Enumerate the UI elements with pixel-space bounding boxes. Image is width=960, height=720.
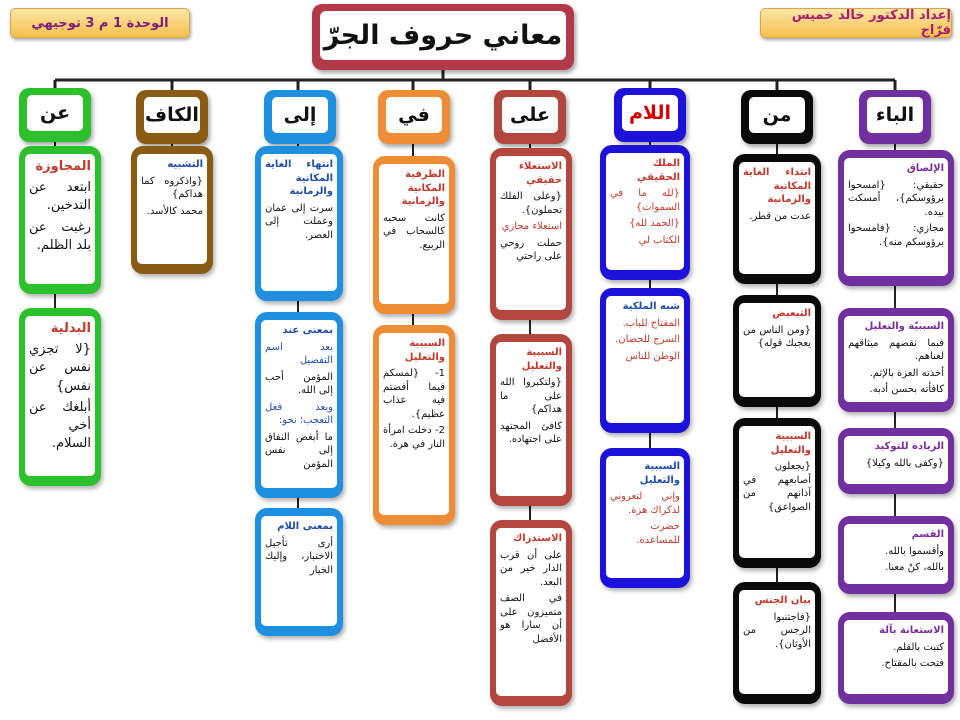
card-heading: البدلية <box>50 321 91 336</box>
card-heading: السببية والتعليل <box>770 431 811 456</box>
card-text: ابتعد عن التدخين. <box>29 180 91 214</box>
card-text: {واذكروه كما هداكم} <box>141 175 203 200</box>
diagram-title: معاني حروف الجرّ <box>320 11 566 60</box>
card-text: كانت سحبه كالسحاب في الربيع. <box>383 212 445 251</box>
card-ba-sababiyya <box>838 308 954 412</box>
card-min-tabeed <box>733 295 821 407</box>
card-min-ibtida <box>733 154 821 284</box>
author-badge: إعداد الدكتور خالد خميس فرّاج <box>760 8 952 38</box>
card-text: بالله، كنْ معنا. <box>885 562 944 573</box>
card-ba-ilsaq <box>838 150 954 286</box>
card-text: {لله ما في السموات} <box>610 188 680 213</box>
card-an-badaliyya <box>19 308 101 486</box>
card-kaf-tashbih <box>131 146 213 274</box>
card-text: استعلاء مجازي <box>501 221 562 232</box>
head-ala-label: على <box>502 97 558 133</box>
card-text: سرت إلى عمان وعملت إلى العصر. <box>265 202 333 241</box>
card-text: كافئ المجتهد على اجتهاده. <box>500 420 562 445</box>
card-heading: بيان الجنس <box>754 595 811 606</box>
head-lam <box>614 88 686 142</box>
card-heading: الإلصاق <box>906 163 944 174</box>
card-text: ما أبغض النفاق إلى نفس المؤمن <box>265 431 333 470</box>
card-heading: الظرفية المكانية والزمانية <box>401 169 445 207</box>
card-ila-intiha <box>255 146 343 301</box>
head-fi-label: في <box>386 97 442 133</box>
card-text: {يجعلون أصابعهم في آذانهم من الصواعق} <box>743 461 811 513</box>
card-text: {الحمد لله} <box>629 218 680 229</box>
card-text: حضرت للمساعدة. <box>636 521 680 546</box>
card-text: المؤمن أحب إلى الله. <box>265 371 333 396</box>
head-min <box>741 90 813 144</box>
card-text: وبعد فعل التعجب؛ نحو: <box>265 401 333 426</box>
card-text: بعد اسم التفضيل <box>265 341 333 366</box>
card-heading: التبعيض <box>772 308 811 319</box>
card-heading: السببية والتعليل <box>521 347 562 372</box>
head-an-label: عن <box>27 95 83 131</box>
head-ba <box>859 90 931 144</box>
card-heading: الملك الحقيقي <box>637 158 680 183</box>
card-ba-ziyada <box>838 428 954 494</box>
card-text: {لا تجزي نفس عن نفس} <box>29 342 91 394</box>
card-heading: انتهاء الغاية المكانية والزمانية <box>265 159 333 197</box>
card-min-bayan <box>733 582 821 704</box>
card-text: وأقسموا بالله. <box>885 545 944 557</box>
head-ba-label: الباء <box>867 97 923 133</box>
card-heading: ابتداء الغاية المكانية والزمانية <box>743 167 811 205</box>
card-text: أبلغك عن أخي السلام. <box>29 399 91 452</box>
card-text: عدت من قطر. <box>749 210 811 222</box>
card-text: في الصف متميزون على أن سارا هو الأفضل <box>500 593 562 645</box>
card-text: {وعلى الفلك تحملون}. <box>500 191 562 216</box>
card-heading: بمعنى اللام <box>277 521 333 532</box>
card-text: محمد كالأسد. <box>146 205 203 217</box>
card-text: رغبت عن بلد الظلم. <box>29 219 91 253</box>
card-text: {وكفى بالله وكيلا} <box>865 457 944 469</box>
card-ala-istidrak <box>490 520 572 706</box>
card-heading: الاستدراك <box>513 533 562 544</box>
head-fi <box>378 90 450 144</box>
card-ba-istiana <box>838 612 954 704</box>
card-heading: الزيادة للتوكيد <box>874 441 944 452</box>
card-ala-istila <box>490 148 572 320</box>
card-text: 2- دخلت امرأة النار في هرة. <box>383 425 445 450</box>
card-text: أرى تأجيل الاختبار، وإليك الخيار <box>265 537 333 576</box>
head-ila <box>264 90 336 144</box>
card-text: حقيقي: {امسحوا برؤوسكم}، أمسكت بيده. <box>848 179 944 218</box>
card-lam-shibh-milkiyya <box>600 288 690 433</box>
unit-badge: الوحدة 1 م 3 توجيهي <box>10 8 190 38</box>
card-an-mujawaza <box>19 146 101 294</box>
card-heading: السببية والتعليل <box>404 338 445 363</box>
card-ila-lam <box>255 508 343 636</box>
head-min-label: من <box>749 97 805 133</box>
card-text: حملت روحي على راحتي <box>500 237 562 262</box>
head-lam-label: اللام <box>622 95 678 131</box>
card-fi-sababiyya <box>373 325 455 525</box>
card-text: 1- {لمسكم فيما أفضتم فيه عذاب عظيم}. <box>383 368 445 420</box>
card-text: أخذته العزة بالإثم. <box>869 367 944 379</box>
card-text: {ولتكبروا الله على ما هداكم} <box>500 377 562 415</box>
card-text: {فاجتنبوا الرجس من الأوثان}. <box>743 611 811 650</box>
card-text: {ومن الناس من يعجبك قوله} <box>743 324 811 349</box>
card-min-sababiyya <box>733 418 821 568</box>
head-kaf-label: الكاف <box>144 97 200 133</box>
head-an <box>19 88 91 142</box>
head-ala <box>494 90 566 144</box>
head-kaf <box>136 90 208 144</box>
card-heading: شبه الملكية <box>622 301 680 312</box>
card-heading: المجاوزة <box>35 159 91 174</box>
card-heading: بمعنى عند <box>282 325 333 336</box>
card-text: على أن قرب الدار خير من البعد. <box>500 549 562 588</box>
card-heading: التشبيه <box>167 159 203 170</box>
card-fi-zarfiyya <box>373 156 455 314</box>
card-text: وإني لتعروني لذكراك هزة. <box>610 491 680 516</box>
card-text: المفتاح للباب. <box>622 317 680 329</box>
card-ba-qasam <box>838 516 954 594</box>
card-text: السرج للحصان. <box>615 334 680 345</box>
card-text: فتحت بالمفتاح. <box>881 658 944 669</box>
card-heading: الاستعلاء حقيقي <box>518 161 562 186</box>
card-lam-sababiyya <box>600 448 690 588</box>
card-heading: السببية والتعليل <box>639 461 680 486</box>
card-lam-milk <box>600 145 690 280</box>
card-text: الوطن للناس <box>625 350 680 362</box>
card-text: الكتاب لي <box>638 234 680 246</box>
card-ala-sababiyya <box>490 334 572 506</box>
card-heading: السببيّة والتعليل <box>864 321 944 332</box>
card-text: كتبت بالقلم. <box>893 641 944 653</box>
card-ila-inda <box>255 312 343 498</box>
card-text: فبما نقضهم ميثاقهم لعناهم. <box>848 337 944 362</box>
card-heading: الاستعانة بآلة <box>879 625 944 636</box>
card-text: مجازي: {فامسحوا برؤوسكم منه}. <box>848 223 944 248</box>
diagram-title-box <box>312 4 574 70</box>
card-heading: القسم <box>911 529 944 540</box>
card-text: كافأته بحسن أدبه. <box>869 384 944 395</box>
head-ila-label: إلى <box>272 97 328 133</box>
